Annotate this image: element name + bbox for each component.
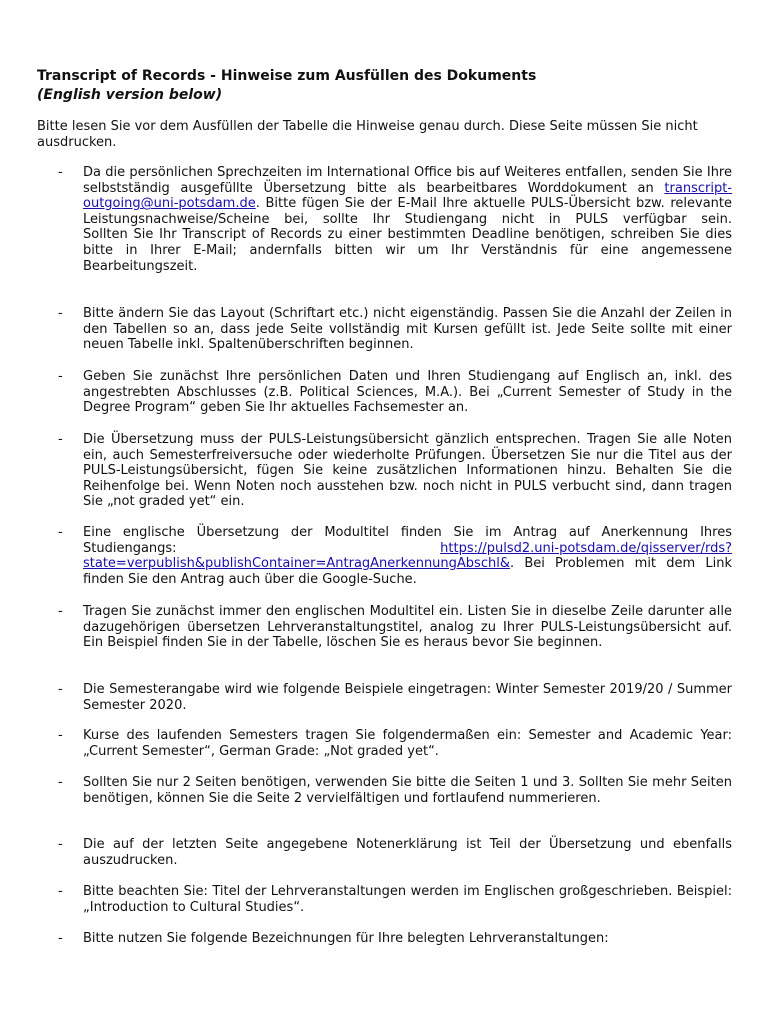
list-item-text: Die Semesterangabe wird wie folgende Beispiele eingetragen: Winter Semester 2019/20 / Summer Semester 2020.	[83, 682, 732, 713]
bullet-dash: -	[58, 837, 63, 852]
list-item-text: Bitte nutzen Sie folgende Bezeichnungen für Ihre belegten Lehrveranstaltungen:	[83, 931, 609, 946]
list-item-text: Die Übersetzung muss der PULS-Leistungsübersicht gänzlich entsprechen. Tragen Sie alle Noten ein, auch Semesterfreiversuche oder wiederholte Prüfungen. Übersetzen Sie nur die Titel aus der PULS-Leistungsübersicht, fügen Sie keine zusätzlichen Informationen hinzu. Behalten Sie die Reihenfolge bei. Wenn Noten noch ausstehen bzw. noch nicht in PULS verbucht sind, dann tragen Sie „not graded yet“ ein.	[83, 432, 732, 510]
text-segment: . Bei Problemen mit dem Link finden Sie den Antrag auch über die Google-Suche.	[83, 556, 732, 587]
bullet-dash: -	[58, 931, 63, 946]
document-subtitle: (English version below)	[37, 87, 223, 103]
list-item-text: Die auf der letzten Seite angegebene Notenerklärung ist Teil der Übersetzung und ebenfalls auszudrucken.	[83, 837, 732, 868]
deadline-paragraph: Sollten Sie Ihr Transcript of Records zu einer bestimmten Deadline benötigen, schreiben Sie dies bitte in Ihrer E-Mail; andernfalls bitten wir um Ihr Verständnis für eine angemessene Bearbeitungszeit.	[83, 227, 732, 274]
list-item-text: Sollten Sie nur 2 Seiten benötigen, verwenden Sie bitte die Seiten 1 und 3. Sollten Sie mehr Seiten benötigen, können Sie die Seite 2 vervielfältigen und fortlaufend nummerieren.	[83, 775, 732, 806]
bullet-dash: -	[58, 682, 63, 697]
bullet-dash: -	[58, 525, 63, 540]
list-item-text: Tragen Sie zunächst immer den englischen Modultitel ein. Listen Sie in dieselbe Zeile darunter alle dazugehörigen übersetzen Lehrveranstaltungstitel, analog zu Ihrer PULS-Leistungsübersicht auf. Ein Beispiel finden Sie in der Tabelle, löschen Sie es heraus bevor Sie beginnen.	[83, 604, 732, 651]
list-item-text	[83, 165, 732, 274]
list-item-text: Geben Sie zunächst Ihre persönlichen Daten und Ihren Studiengang auf Englisch an, inkl. des angestrebten Abschlusses (z.B. Political Sciences, M.A.). Bei „Current Semester of Study in the Degree Program“ geben Sie Ihr aktuelles Fachsemester an.	[83, 369, 732, 416]
bullet-dash: -	[58, 728, 63, 743]
text-segment: Da die persönlichen Sprechzeiten im International Office bis auf Weiteres entfallen, senden Sie Ihre selbstständig ausgefüllte Übersetzung bitte als bearbeitbares Worddokument an	[83, 165, 732, 196]
email-link[interactable]: transcript-outgoing@uni-potsdam.de	[83, 180, 732, 212]
intro-paragraph: Bitte lesen Sie vor dem Ausfüllen der Tabelle die Hinweise genau durch. Diese Seite müssen Sie nicht ausdrucken.	[37, 119, 698, 150]
bullet-dash: -	[58, 884, 63, 899]
list-item-text	[83, 525, 732, 587]
bullet-dash: -	[58, 165, 63, 180]
document-title: Transcript of Records - Hinweise zum Ausfüllen des Dokuments	[37, 68, 537, 84]
list-item-text: Bitte ändern Sie das Layout (Schriftart etc.) nicht eigenständig. Passen Sie die Anzahl der Zeilen in den Tabellen so an, dass jede Seite vollständig mit Kursen gefüllt ist. Jede Seite sollte mit einer neuen Tabelle inkl. Spaltenüberschriften beginnen.	[83, 306, 732, 353]
bullet-dash: -	[58, 306, 63, 321]
list-item-text: Kurse des laufenden Semesters tragen Sie folgendermaßen ein: Semester and Academic Year: „Current Semester“, German Grade: „Not graded yet“.	[83, 728, 732, 759]
bullet-dash: -	[58, 369, 63, 384]
text-segment: Eine englische Übersetzung der Modultitel finden Sie im Antrag auf Anerkennung Ihres Studiengangs:	[83, 525, 732, 556]
bullet-dash: -	[58, 432, 63, 447]
list-item-text: Bitte beachten Sie: Titel der Lehrveranstaltungen werden im Englischen großgeschrieben. Beispiel: „Introduction to Cultural Studies“.	[83, 884, 732, 915]
text-segment: . Bitte fügen Sie der E-Mail Ihre aktuelle PULS-Übersicht bzw. relevante Leistungsnachweise/Scheine bei, sollte Ihr Studiengang nicht in PULS verfügbar sein.	[83, 196, 732, 227]
link-segment: https://pulsd2.uni-potsdam.de/qisserver/rds?	[440, 540, 732, 556]
link-segment: state=verpublish&publishContainer=AntragAnerkennungAbschl&	[83, 556, 510, 572]
bullet-dash: -	[58, 604, 63, 619]
bullet-dash: -	[58, 775, 63, 790]
